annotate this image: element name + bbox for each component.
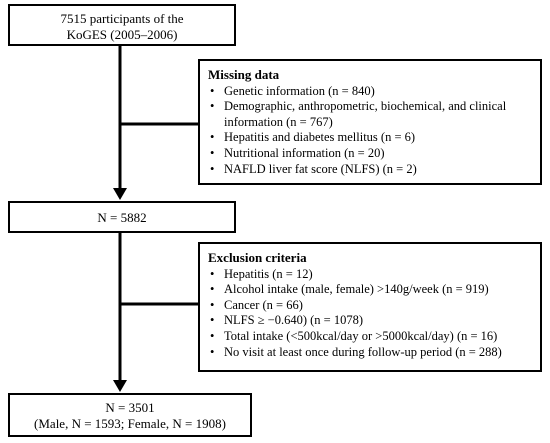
missing-data-heading: Missing data (208, 67, 280, 82)
start-box-line1: 7515 participants of the (60, 11, 184, 26)
exclusion-item-alcohol: • Alcohol intake (male, female) >140g/week (n = 919) (224, 282, 532, 298)
missing-data-box (198, 59, 542, 185)
final-box-line1: N = 3501 (105, 400, 155, 415)
start-box (8, 4, 236, 46)
missing-data-list (208, 84, 532, 178)
exclusion-item-nlfs: • NLFS ≥ −0.640) (n = 1078) (224, 313, 532, 329)
start-box-line2: KoGES (2005–2006) (66, 27, 178, 42)
exclusion-list (208, 267, 532, 361)
exclusion-item-hepatitis: • Hepatitis (n = 12) (224, 267, 532, 283)
missing-item-genetic: • Genetic information (n = 840) (224, 84, 532, 100)
missing-item-nutritional: • Nutritional information (n = 20) (224, 146, 532, 162)
exclusion-item-cancer: • Cancer (n = 66) (224, 298, 532, 314)
arrowhead-middle (113, 188, 127, 200)
missing-item-hepatitis-diabetes: • Hepatitis and diabetes mellitus (n = 6) (224, 130, 532, 146)
middle-box (8, 201, 236, 233)
missing-item-nlfs: • NAFLD liver fat score (NLFS) (n = 2) (224, 162, 532, 178)
arrowhead-final (113, 380, 127, 392)
missing-item-demographic: • Demographic, anthropometric, biochemical, and clinical information (n = 767) (224, 99, 532, 130)
final-box-line2: (Male, N = 1593; Female, N = 1908) (34, 416, 226, 431)
exclusion-item-total-intake: • Total intake (<500kcal/day or >5000kcal/day) (n = 16) (224, 329, 532, 345)
final-box (8, 393, 252, 437)
exclusion-criteria-box (198, 242, 542, 372)
middle-box-text: N = 5882 (97, 210, 147, 225)
exclusion-item-no-visit: • No visit at least once during follow-up period (n = 288) (224, 345, 532, 361)
exclusion-heading: Exclusion criteria (208, 250, 307, 265)
